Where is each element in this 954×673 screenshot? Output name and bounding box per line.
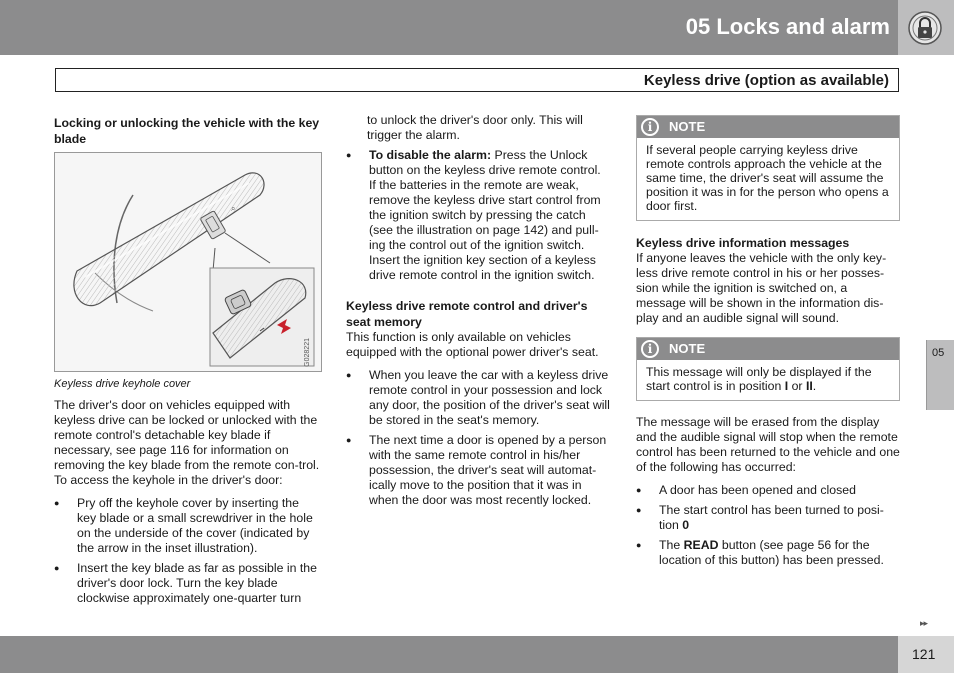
col1-paragraph: The driver's door on vehicles equipped with keyless drive can be locked or unlocked with the remote control's detachable key blade if necessary, see page 116 for information on removing the key blade from the remote con-trol. To access the keyhole in the driver's door: [54, 398, 320, 487]
col3-paragraph-2: The message will be erased from the display and the audible signal will stop when the remote control has been returned to the vehicle and one of the following has occurred: [636, 415, 900, 474]
door-handle-drawing [55, 153, 322, 372]
section-title: Keyless drive (option as available) [643, 72, 889, 89]
next-page-arrows-icon[interactable]: ▸▸ [920, 618, 928, 628]
column-1 [54, 115, 320, 611]
note-text: This message will only be displayed if the start control is in position I or II. [646, 365, 872, 393]
chapter-icon-box [898, 0, 954, 55]
footer-bar [0, 636, 898, 673]
figure-code: G028221 [304, 338, 311, 367]
page-number: 121 [912, 646, 936, 662]
column-2 [346, 113, 610, 513]
list-item: ● The next time a door is opened by a person with the same remote control in his/her possession, the driver's seat will automat-ically move to the position that it was in when the door was most recently locked. [346, 433, 610, 508]
info-icon: i [641, 340, 659, 358]
note-box-1 [636, 115, 900, 221]
note-label: NOTE [669, 119, 706, 134]
col2-bullet-list [346, 368, 610, 508]
list-item: ● A door has been opened and closed [636, 483, 900, 498]
section-title-bar [55, 68, 899, 92]
lock-icon [907, 10, 943, 46]
door-handle-illustration [54, 152, 322, 372]
column-3 [636, 115, 900, 573]
col3-paragraph: If anyone leaves the vehicle with the only key-less drive remote control in his or her posses-sion while the ignition is switched on, a message will be shown in the information dis-play and an audible signal will sound. [636, 251, 887, 325]
info-icon: i [641, 118, 659, 136]
list-item: ● Insert the key blade as far as possible in the driver's door lock. Turn the key blade clockwise approximately one-quarter turn [54, 561, 320, 606]
list-item: ● The start control has been turned to posi-tion 0 [636, 503, 900, 533]
alarm-text: Press the Unlock button on the keyless drive remote control. If the batteries in the remote are weak, remove the keyless drive start control from the ignition switch by pressing the catch (see the illustration on page 142) and pull-ing the control out of the ignition switch. Insert the ignition key section of a keyless drive remote control in the ignition switch. [369, 148, 601, 282]
svg-text:⌕: ⌕ [231, 204, 236, 213]
figure-caption: Keyless drive keyhole cover [54, 378, 191, 390]
col2-alarm-list [346, 148, 610, 283]
list-item: ● When you leave the car with a keyless drive remote control in your possession and lock any door, the position of the driver's seat will be stored in the seat's memory. [346, 368, 610, 428]
chapter-title: 05 Locks and alarm [685, 14, 890, 39]
note-header [637, 116, 899, 138]
header-bar [0, 0, 898, 55]
page-number-box [898, 636, 954, 673]
alarm-bold-label: To disable the alarm: [369, 148, 492, 162]
col1-heading: Locking or unlocking the vehicle with the key blade [54, 116, 320, 146]
col3-heading: Keyless drive information messages [636, 236, 850, 250]
list-item: ● Pry off the keyhole cover by inserting the key blade or a small screwdriver in the hole on the underside of the cover (indicated by the arrow in the inset illustration). [54, 496, 320, 556]
col1-bullet-list [54, 496, 320, 606]
note-label: NOTE [669, 341, 706, 356]
note-header [637, 338, 899, 360]
col2-continuation: to unlock the driver's door only. This will trigger the alarm. [367, 113, 583, 142]
list-item [346, 148, 610, 283]
col3-bullet-list [636, 483, 900, 568]
col2-heading: Keyless drive remote control and driver's seat memory [346, 299, 588, 329]
col2-paragraph: This function is only available on vehicles equipped with the optional power driver's seat. [346, 330, 599, 359]
list-item: ● The READ button (see page 56 for the location of this button) has been pressed. [636, 538, 900, 568]
side-tab-label: 05 [932, 347, 945, 359]
chapter-side-tab[interactable] [926, 340, 954, 410]
note-box-2 [636, 337, 900, 401]
note-text: If several people carrying keyless drive remote controls approach the vehicle at the same time, the driver's seat will assume the position it was in for the person who opens a door first. [646, 143, 889, 213]
